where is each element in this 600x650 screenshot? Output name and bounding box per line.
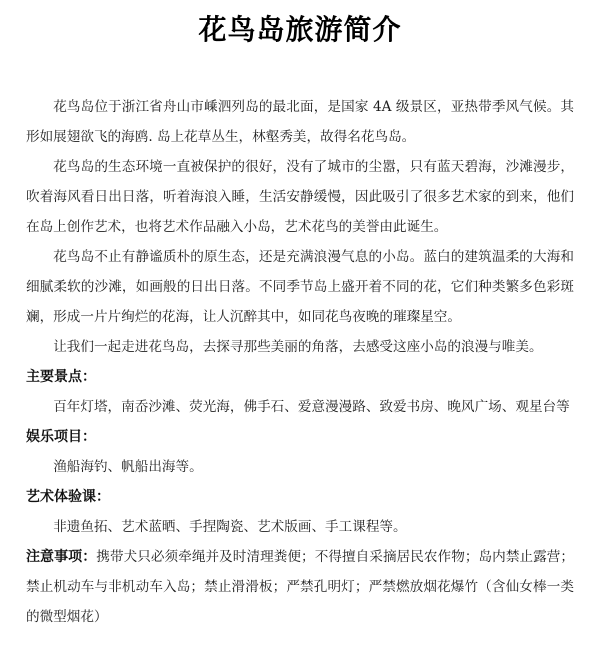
notes-text: 携带犬只必须牵绳并及时清理粪便；不得擅自采摘居民农作物；岛内禁止露营；禁止机动车与非机动车入岛；禁止滑滑板；严禁孔明灯；严禁燃放烟花爆竹（含仙女棒一类的微型烟花）: [26, 549, 575, 625]
intro-paragraph-location: 花鸟岛位于浙江省舟山市嵊泗列岛的最北面，是国家 4A 级景区，亚热带季风气候。其形如展翅欲飞的海鸥. 岛上花草丛生，林壑秀美，故得名花鸟岛。: [26, 99, 574, 145]
section-heading-entertainment: 娱乐项目：: [26, 429, 96, 445]
section-heading-main-attractions: 主要景点：: [26, 369, 96, 385]
notes-label: 注意事项：: [26, 549, 97, 565]
document-title: 花鸟岛旅游简介: [198, 13, 402, 46]
section-body-art-classes: 非遗鱼拓、艺术蓝晒、手捏陶瓷、艺术版画、手工课程等。: [53, 519, 407, 535]
intro-paragraph-ecology: 花鸟岛的生态环境一直被保护的很好，没有了城市的尘嚣，只有蓝天碧海，沙滩漫步，吹着海风看日出日落，听着海浪入睡，生活安静缓慢，因此吸引了很多艺术家的到来，他们在岛上创作艺术，也将艺术作品融入小岛，艺术花鸟的美誉由此诞生。: [26, 159, 574, 235]
section-body-entertainment: 渔船海钓、帆船出海等。: [53, 459, 203, 475]
intro-paragraph-invitation: 让我们一起走进花鸟岛，去探寻那些美丽的角落，去感受这座小岛的浪漫与唯美。: [53, 339, 543, 355]
section-body-main-attractions: 百年灯塔，南岙沙滩、荧光海，佛手石、爱意漫漫路、致爱书房、晚风广场、观星台等: [53, 399, 570, 415]
intro-paragraph-romance: 花鸟岛不止有静谧质朴的原生态，还是充满浪漫气息的小岛。蓝白的建筑温柔的大海和细腻柔软的沙滩，如画般的日出日落。不同季节岛上盛开着不同的花，它们种类繁多色彩斑斓，形成一片片绚烂的花海，让人沉醉其中，如同花鸟夜晚的璀璨星空。: [26, 249, 574, 325]
notes-paragraph: [26, 542, 574, 632]
section-heading-art-classes: 艺术体验课：: [26, 489, 110, 505]
